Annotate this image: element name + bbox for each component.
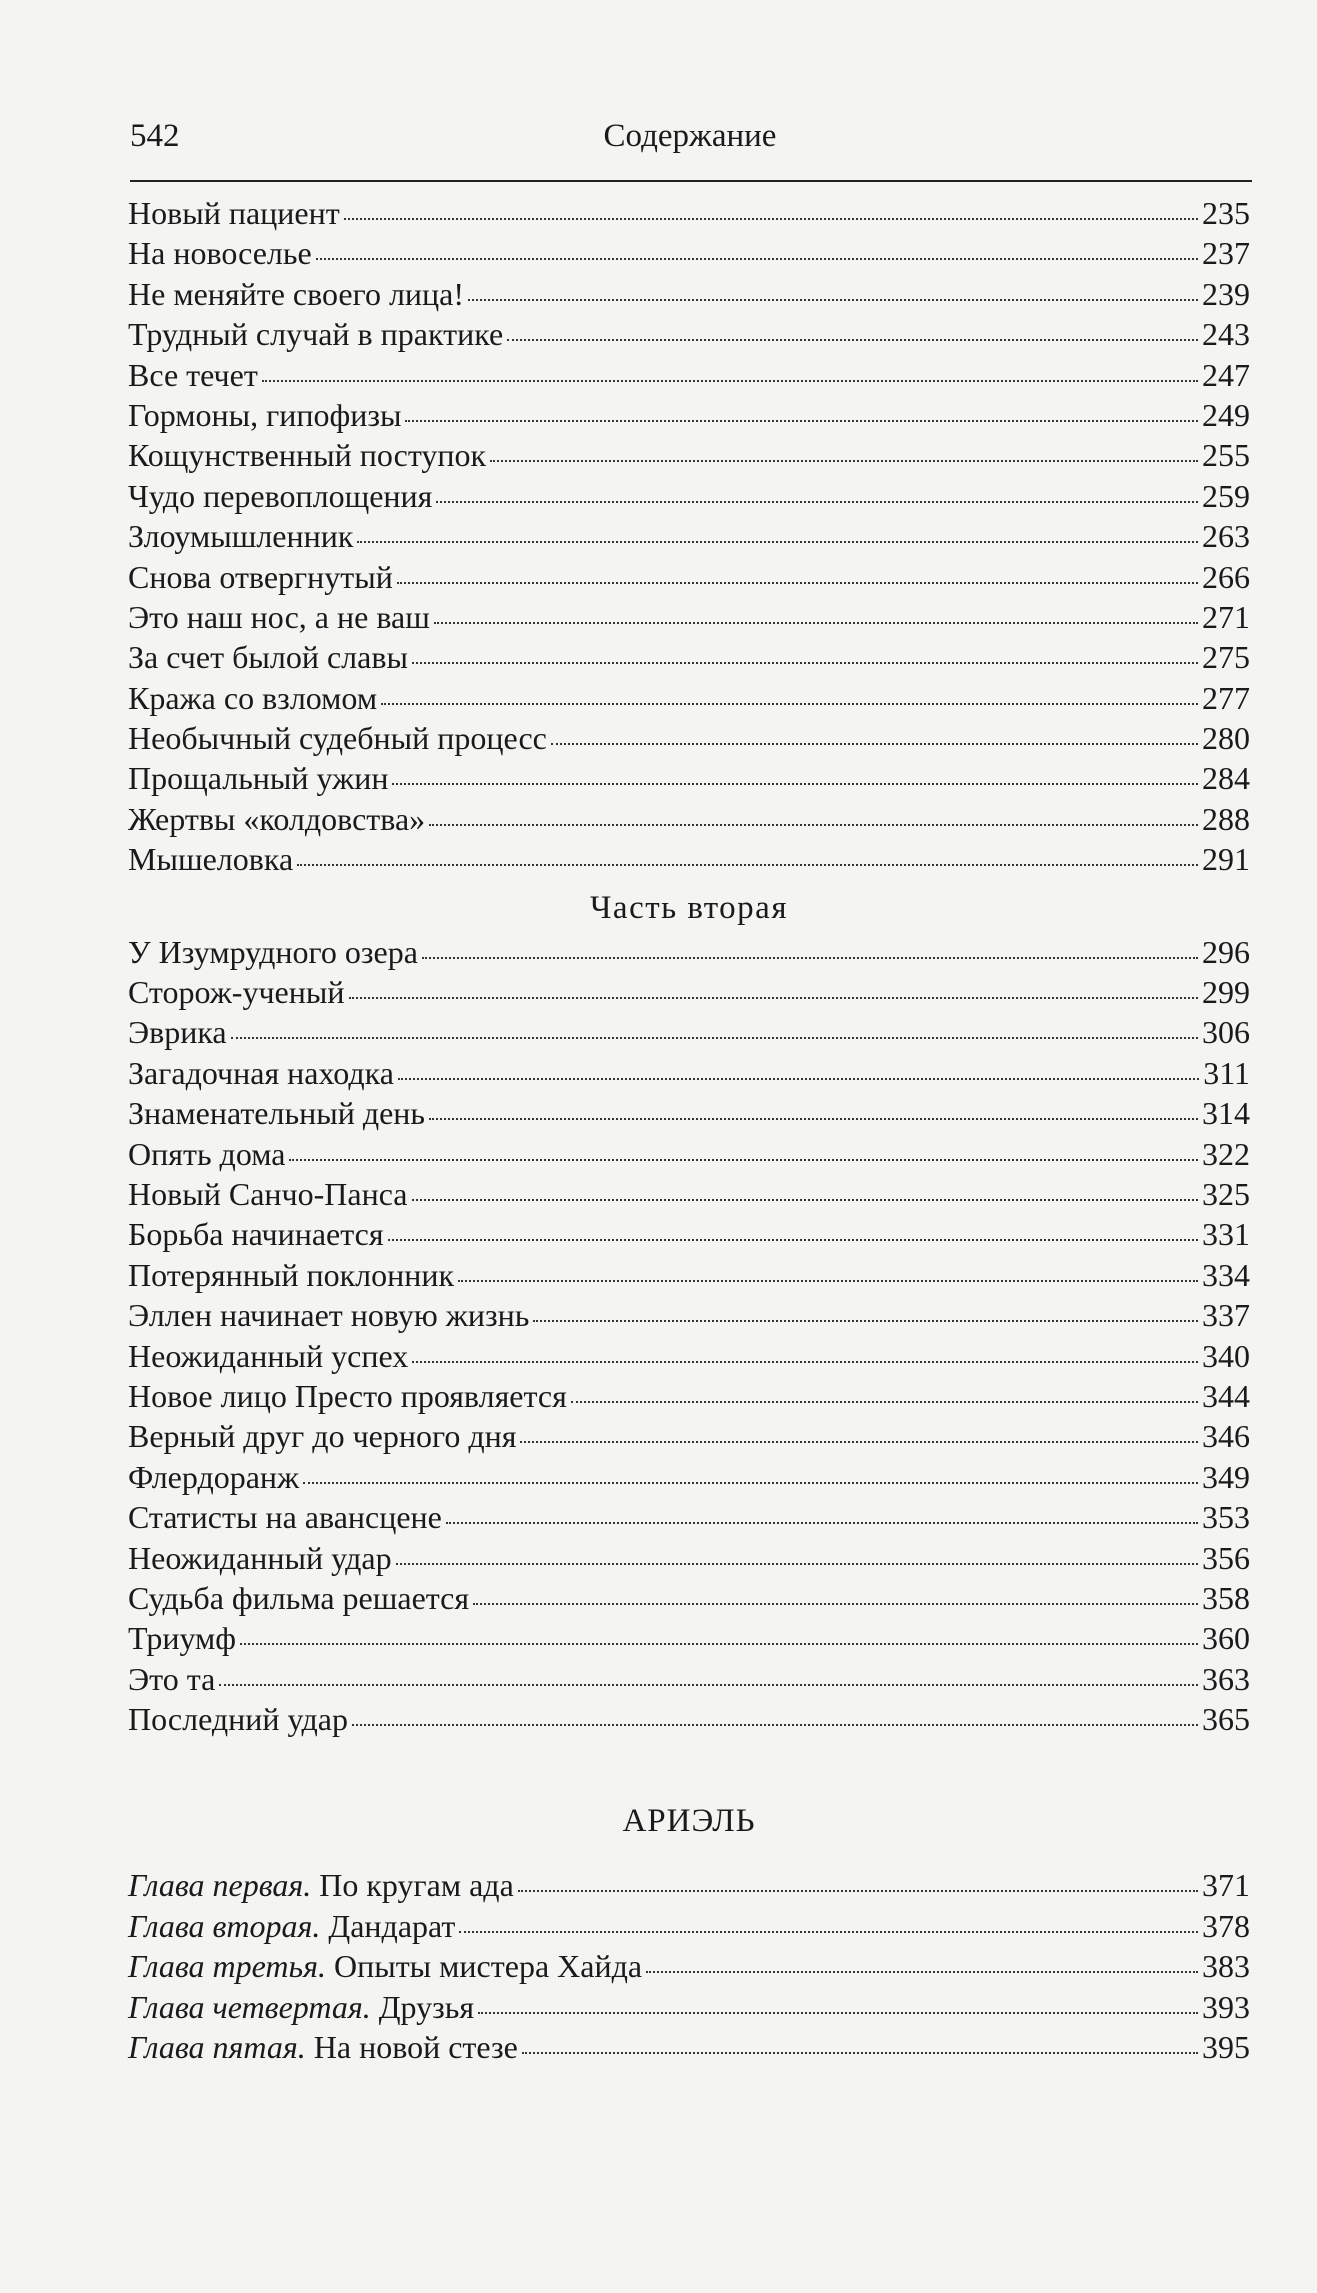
- toc-entry-title: Потерянный поклонник: [128, 1256, 455, 1293]
- toc-entry: [128, 637, 1250, 677]
- toc-entry-title: Неожиданный удар: [128, 1539, 392, 1576]
- dot-leader: [429, 1118, 1198, 1120]
- dot-leader: [316, 258, 1198, 260]
- dot-leader: [446, 1522, 1198, 1524]
- toc-entry: [128, 1255, 1250, 1295]
- toc-entry: [128, 233, 1250, 273]
- table-of-contents: [128, 193, 1250, 2067]
- toc-entry-page-number: 353: [1202, 1499, 1250, 1536]
- toc-entry-page-number: 299: [1202, 974, 1250, 1011]
- toc-entry: [128, 1497, 1250, 1537]
- toc-entry: [128, 718, 1250, 758]
- dot-leader: [398, 1078, 1199, 1080]
- toc-entry: [128, 435, 1250, 475]
- toc-entry-page-number: 383: [1202, 1948, 1250, 1985]
- toc-entry-page-number: 395: [1202, 2029, 1250, 2066]
- toc-entry: [128, 395, 1250, 435]
- toc-entry: [128, 758, 1250, 798]
- toc-entry-page-number: 306: [1202, 1014, 1250, 1051]
- toc-entry-title: На новоселье: [128, 235, 312, 272]
- toc-entry: [128, 932, 1250, 972]
- chapter-title: На новой стезе: [313, 2029, 518, 2066]
- toc-entry: [128, 314, 1250, 354]
- page-number: 542: [130, 118, 180, 154]
- toc-entry-page-number: 346: [1202, 1418, 1250, 1455]
- chapter-title: По кругам ада: [319, 1867, 514, 1904]
- dot-leader: [518, 1890, 1198, 1892]
- dot-leader: [520, 1441, 1198, 1443]
- dot-leader: [397, 582, 1198, 584]
- toc-entry-page-number: 360: [1202, 1620, 1250, 1657]
- toc-entry-title: Жертвы «колдовства»: [128, 800, 426, 837]
- dot-leader: [289, 1159, 1198, 1161]
- toc-entry-title: Знаменательный день: [128, 1095, 426, 1132]
- toc-entry: [128, 678, 1250, 718]
- toc-entry-page-number: 247: [1202, 356, 1250, 393]
- toc-entry-page-number: 344: [1202, 1377, 1250, 1414]
- toc-entry: [128, 1865, 1250, 1905]
- toc-entry-title: Мышеловка: [128, 841, 294, 878]
- toc-entry-title: Гормоны, гипофизы: [128, 396, 402, 433]
- dot-leader: [412, 1199, 1199, 1201]
- toc-entry-page-number: 255: [1202, 437, 1250, 474]
- toc-entry-page-number: 393: [1202, 1988, 1250, 2025]
- chapter-title: Друзья: [378, 1988, 475, 2025]
- toc-entry: [128, 1578, 1250, 1618]
- toc-entry-page-number: 363: [1202, 1660, 1250, 1697]
- dot-leader: [412, 662, 1198, 664]
- toc-entry-title: Статисты на авансцене: [128, 1499, 442, 1536]
- dot-leader: [459, 1931, 1198, 1933]
- dot-leader: [571, 1401, 1198, 1403]
- chapter-title: Опыты мистера Хайда: [333, 1948, 643, 1985]
- toc-entry-page-number: 349: [1202, 1458, 1250, 1495]
- chapter-label: Глава четвертая.: [128, 1988, 371, 2025]
- toc-entry: [128, 274, 1250, 314]
- toc-entry-title: [128, 1987, 474, 2027]
- toc-entry-title: Новый пациент: [128, 195, 340, 231]
- toc-entry: [128, 597, 1250, 637]
- toc-entry-title: Необычный судебный процесс: [128, 720, 547, 757]
- dot-leader: [434, 622, 1198, 624]
- dot-leader: [458, 1280, 1198, 1282]
- toc-entry-title: Новый Санчо-Панса: [128, 1175, 408, 1212]
- toc-entry-page-number: 271: [1202, 598, 1250, 635]
- toc-entry: [128, 1295, 1250, 1335]
- dot-leader: [468, 299, 1198, 301]
- dot-leader: [349, 997, 1199, 999]
- toc-entry: [128, 2027, 1250, 2067]
- toc-entry: [128, 557, 1250, 597]
- toc-entry: [128, 1699, 1250, 1739]
- toc-entry-page-number: 340: [1202, 1337, 1250, 1374]
- toc-entry: [128, 1214, 1250, 1254]
- toc-entry-title: Не меняйте своего лица!: [128, 275, 465, 312]
- toc-entry-page-number: 356: [1202, 1539, 1250, 1576]
- dot-leader: [381, 703, 1198, 705]
- toc-entry-page-number: 284: [1202, 760, 1250, 797]
- chapter-label: Глава пятая.: [128, 2029, 306, 2066]
- dot-leader: [551, 743, 1198, 745]
- part-one-list: [128, 193, 1250, 880]
- toc-entry-title: Верный друг до черного дня: [128, 1418, 517, 1455]
- toc-entry: [128, 193, 1250, 233]
- toc-entry: [128, 476, 1250, 516]
- toc-entry-page-number: 291: [1202, 841, 1250, 878]
- dot-leader: [478, 2012, 1198, 2014]
- running-title: Содержание: [603, 118, 777, 154]
- toc-entry-page-number: 259: [1202, 477, 1250, 514]
- toc-entry: [128, 1618, 1250, 1658]
- dot-leader: [422, 957, 1198, 959]
- dot-leader: [219, 1684, 1198, 1686]
- toc-entry-page-number: 325: [1202, 1175, 1250, 1212]
- chapter-label: Глава вторая.: [128, 1907, 321, 1944]
- toc-entry: [128, 839, 1250, 879]
- page-header: [130, 118, 1250, 166]
- toc-entry-page-number: 237: [1202, 235, 1250, 272]
- toc-entry-title: Трудный случай в практике: [128, 316, 504, 353]
- dot-leader: [490, 460, 1198, 462]
- toc-entry: [128, 1987, 1250, 2027]
- toc-entry-page-number: 371: [1202, 1867, 1250, 1904]
- dot-leader: [231, 1037, 1198, 1039]
- toc-entry-title: Чудо перевоплощения: [128, 477, 433, 514]
- chapter-label: Глава третья.: [128, 1948, 326, 1985]
- toc-entry-page-number: 358: [1202, 1579, 1250, 1616]
- dot-leader: [392, 783, 1198, 785]
- toc-entry: [128, 1093, 1250, 1133]
- toc-entry-title: Флердоранж: [128, 1458, 300, 1495]
- toc-entry: [128, 1906, 1250, 1946]
- toc-entry: [128, 1053, 1250, 1093]
- toc-entry: [128, 1416, 1250, 1456]
- toc-entry-page-number: 235: [1202, 195, 1250, 231]
- dot-leader: [262, 380, 1198, 382]
- toc-entry-page-number: 322: [1202, 1135, 1250, 1172]
- toc-entry-page-number: 263: [1202, 518, 1250, 555]
- dot-leader: [507, 339, 1198, 341]
- toc-entry: [128, 1012, 1250, 1052]
- toc-entry-title: Кощунственный поступок: [128, 437, 487, 474]
- toc-entry-page-number: 243: [1202, 316, 1250, 353]
- toc-entry-title: Судьба фильма решается: [128, 1579, 470, 1616]
- toc-entry-title: [128, 1906, 455, 1946]
- dot-leader: [429, 824, 1198, 826]
- chapter-title: Дандарат: [328, 1907, 456, 1944]
- toc-entry-title: Опять дома: [128, 1135, 286, 1172]
- chapter-label: Глава первая.: [128, 1867, 312, 1904]
- toc-entry-title: Это наш нос, а не ваш: [128, 598, 430, 635]
- toc-entry-title: Последний удар: [128, 1701, 348, 1738]
- dot-leader: [240, 1643, 1198, 1645]
- dot-leader: [297, 864, 1198, 866]
- toc-entry: [128, 1659, 1250, 1699]
- toc-entry-title: Неожиданный успех: [128, 1337, 409, 1374]
- toc-entry: [128, 1946, 1250, 1986]
- toc-entry-page-number: 275: [1202, 639, 1250, 676]
- toc-entry-page-number: 331: [1202, 1216, 1250, 1253]
- toc-entry: [128, 516, 1250, 556]
- dot-leader: [388, 1239, 1198, 1241]
- toc-entry-page-number: 266: [1202, 558, 1250, 595]
- toc-entry-page-number: 280: [1202, 720, 1250, 757]
- toc-entry-page-number: 337: [1202, 1297, 1250, 1334]
- toc-entry-title: Снова отвергнутый: [128, 558, 393, 595]
- dot-leader: [473, 1603, 1198, 1605]
- dot-leader: [396, 1563, 1198, 1565]
- toc-entry-page-number: 314: [1202, 1095, 1250, 1132]
- toc-entry-title: У Изумрудного озера: [128, 933, 418, 970]
- toc-entry: [128, 1174, 1250, 1214]
- toc-entry-title: Кража со взломом: [128, 679, 378, 716]
- toc-entry: [128, 972, 1250, 1012]
- toc-entry-page-number: 296: [1202, 933, 1250, 970]
- toc-entry-page-number: 277: [1202, 679, 1250, 716]
- toc-entry-title: Все течет: [128, 356, 258, 393]
- toc-entry-title: Борьба начинается: [128, 1216, 384, 1253]
- toc-entry-title: Сторож-ученый: [128, 974, 345, 1011]
- toc-entry-title: Злоумышленник: [128, 518, 354, 555]
- dot-leader: [405, 420, 1198, 422]
- toc-entry-page-number: 378: [1202, 1907, 1250, 1944]
- book-heading: АРИЭЛЬ: [622, 1803, 756, 1840]
- toc-entry-title: За счет былой славы: [128, 639, 408, 676]
- toc-entry: [128, 1457, 1250, 1497]
- toc-entry-page-number: 334: [1202, 1256, 1250, 1293]
- dot-leader: [436, 501, 1198, 503]
- header-rule: [130, 180, 1252, 182]
- part-two-list: [128, 932, 1250, 1740]
- toc-entry-title: Новое лицо Престо проявляется: [128, 1377, 567, 1414]
- dot-leader: [344, 218, 1198, 220]
- toc-entry-title: Триумф: [128, 1620, 237, 1657]
- toc-entry-title: Прощальный ужин: [128, 760, 389, 797]
- dot-leader: [533, 1320, 1198, 1322]
- part-two-heading: Часть вторая: [589, 889, 789, 926]
- toc-entry-title: Эврика: [128, 1014, 227, 1051]
- dot-leader: [522, 2052, 1198, 2054]
- ariel-chapter-list: [128, 1865, 1250, 2067]
- toc-entry: [128, 355, 1250, 395]
- dot-leader: [352, 1724, 1198, 1726]
- toc-entry: [128, 1376, 1250, 1416]
- toc-entry-title: [128, 1946, 642, 1986]
- toc-entry-page-number: 288: [1202, 800, 1250, 837]
- toc-entry-page-number: 239: [1202, 275, 1250, 312]
- toc-entry: [128, 1134, 1250, 1174]
- toc-entry-title: Загадочная находка: [128, 1054, 394, 1091]
- toc-entry: [128, 1336, 1250, 1376]
- dot-leader: [357, 541, 1198, 543]
- toc-entry-page-number: 311: [1203, 1054, 1250, 1091]
- dot-leader: [412, 1361, 1198, 1363]
- toc-entry: [128, 799, 1250, 839]
- toc-entry-title: [128, 2027, 518, 2067]
- toc-entry-title: Это та: [128, 1660, 216, 1697]
- toc-entry-page-number: 249: [1202, 396, 1250, 433]
- toc-entry: [128, 1538, 1250, 1578]
- toc-entry-title: [128, 1865, 514, 1905]
- dot-leader: [646, 1971, 1198, 1973]
- toc-entry-page-number: 365: [1202, 1701, 1250, 1738]
- dot-leader: [303, 1482, 1198, 1484]
- toc-entry-title: Эллен начинает новую жизнь: [128, 1297, 530, 1334]
